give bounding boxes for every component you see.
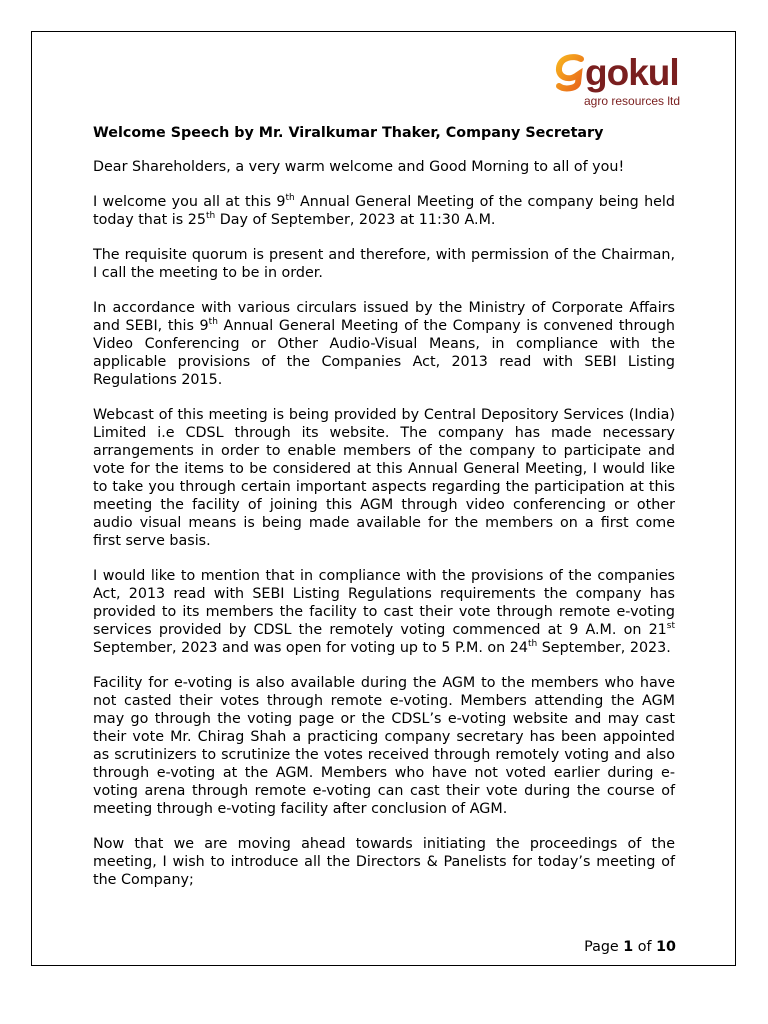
text: September, 2023 and was open for voting up to 5 P.M. on 24 — [93, 640, 528, 656]
logo-brand-text: gokul — [585, 52, 679, 93]
logo-g-icon — [554, 53, 588, 93]
text: Day of September, 2023 at 11:30 A.M. — [215, 212, 496, 228]
paragraph-circulars — [93, 299, 675, 389]
superscript: st — [666, 621, 675, 632]
text: September, 2023. — [537, 640, 671, 656]
paragraph-remote-voting — [93, 567, 675, 657]
superscript: th — [205, 211, 216, 222]
of-word: of — [637, 939, 652, 955]
page-number-footer — [584, 939, 676, 955]
paragraph-welcome — [93, 193, 675, 229]
superscript: th — [527, 639, 538, 650]
company-logo — [554, 53, 694, 108]
text: Annual General Meeting of the company being held today that is 25 — [93, 194, 675, 228]
speech-title: Welcome Speech by Mr. Viralkumar Thaker, Company Secretary — [93, 125, 604, 141]
text: In accordance with various circulars issued by the Ministry of Corporate Affairs and SEBI, this 9 — [93, 300, 675, 334]
text: I would like to mention that in compliance with the provisions of the companies Act, 2013 read with SEBI Listing Regulations requirements the company has provided to its members the facility to cast their vote through remote e-voting services provided by CDSL the remotely voting commenced at 9 A.M. on 21 — [93, 568, 675, 638]
total-pages: 10 — [656, 939, 676, 955]
logo-tagline: agro resources ltd — [584, 94, 681, 108]
paragraph-introduction: Now that we are moving ahead towards initiating the proceedings of the meeting, I wish to introduce all the Directors & Panelists for today’s meeting of the Company; — [93, 836, 675, 888]
paragraph-evoting-facility: Facility for e-voting is also available during the AGM to the members who have not casted their votes through remote e-voting. Members attending the AGM may go through the voting page or the CDSL’s e-voting website and may cast their vote Mr. Chirag Shah a practicing company secretary has been appointed as scrutinizers to scrutinize the votes received through remotely voting and also through e-voting at the AGM. Members who have not voted earlier during e-voting arena through remote e-voting can cast their vote during the course of meeting through e-voting facility after conclusion of AGM. — [93, 675, 675, 817]
paragraph-webcast: Webcast of this meeting is being provided by Central Depository Services (India) Limited i.e CDSL through its website. The company has made necessary arrangements in order to enable members of the company to participate and vote for the items to be considered at this Annual General Meeting, I would like to take you through certain important aspects regarding the participation at this meeting the facility of joining this AGM through video conferencing or other audio visual means is being made available for the members on a first come first serve basis. — [93, 407, 675, 549]
document-body — [93, 124, 675, 906]
page-word: Page — [584, 939, 619, 955]
current-page: 1 — [623, 939, 634, 955]
superscript: th — [285, 193, 295, 204]
text: I welcome you all at this 9 — [93, 194, 286, 210]
greeting-paragraph: Dear Shareholders, a very warm welcome and Good Morning to all of you! — [93, 159, 625, 175]
paragraph-quorum: The requisite quorum is present and therefore, with permission of the Chairman, I call the meeting to be in order. — [93, 247, 675, 281]
superscript: th — [208, 317, 218, 328]
text: Annual General Meeting of the Company is convened through Video Conferencing or Other Audio-Visual Means, in compliance with the applicable provisions of the Companies Act, 2013 read with SEBI Listing Regulations 2015. — [93, 318, 675, 388]
